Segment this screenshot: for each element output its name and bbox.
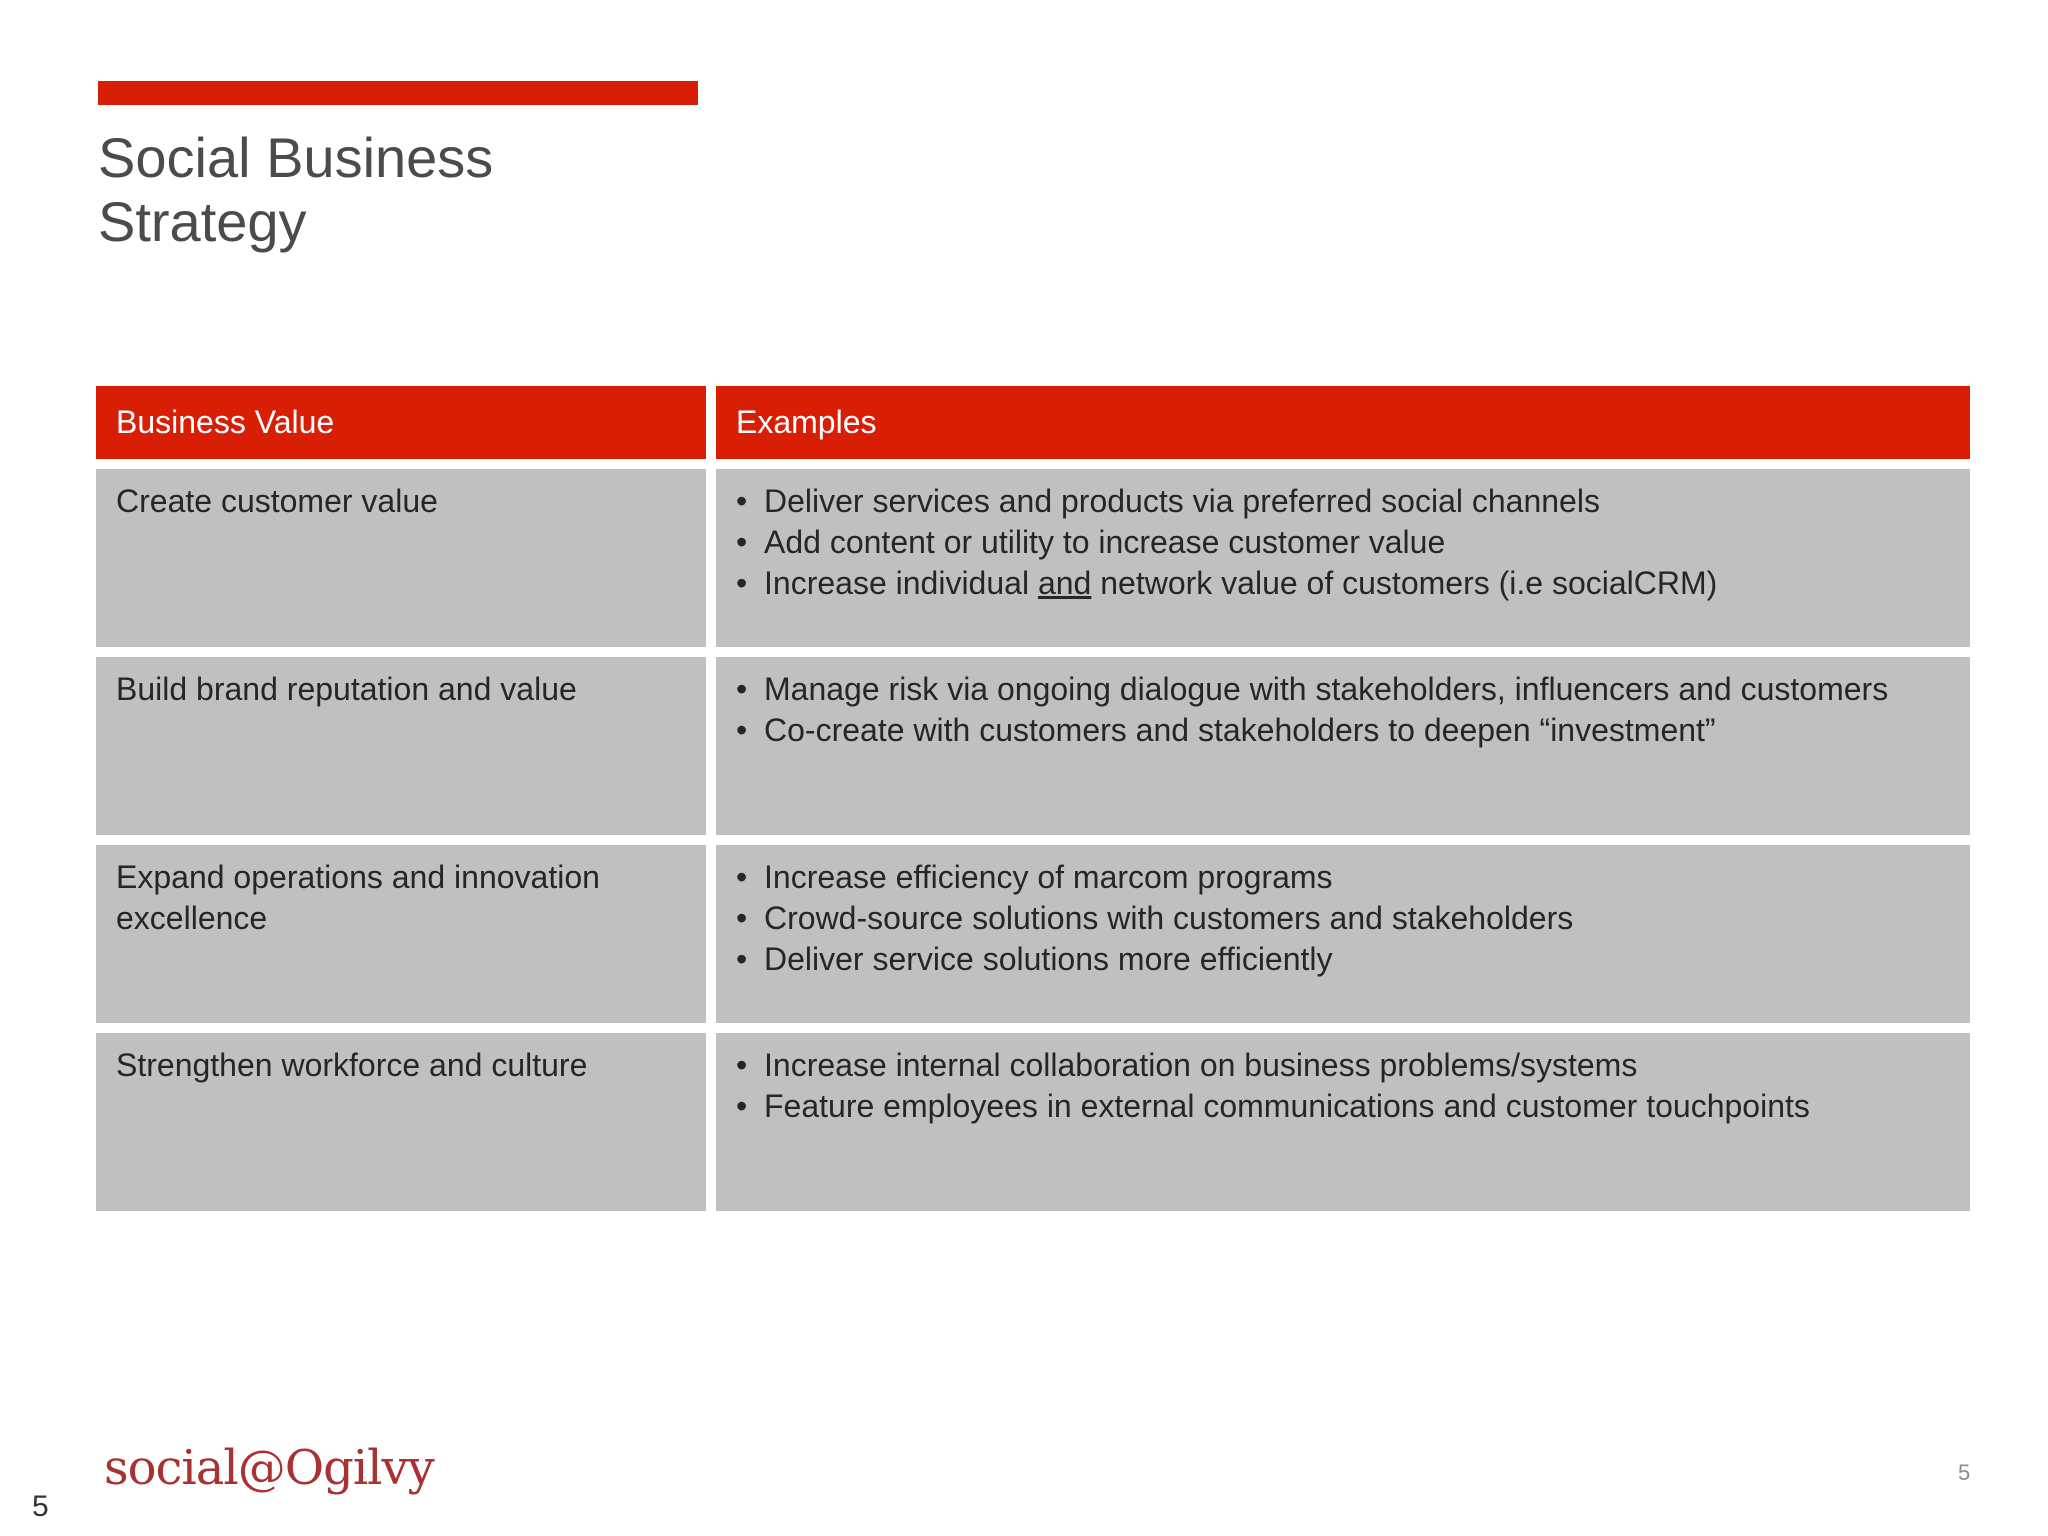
examples-list bbox=[736, 1045, 1950, 1127]
table-header-row bbox=[96, 386, 1970, 459]
page-title-line-2: Strategy bbox=[98, 190, 307, 253]
example-item: • Co-create with customers and stakeholders to deepen “investment” bbox=[736, 710, 1950, 751]
title-accent-bar bbox=[98, 81, 698, 105]
page-title-line-1: Social Business bbox=[98, 126, 494, 189]
social-ogilvy-logo: social@Ogilvy bbox=[104, 1440, 434, 1496]
table-row bbox=[96, 469, 1970, 647]
table-row bbox=[96, 1033, 1970, 1211]
examples-list bbox=[736, 857, 1950, 980]
example-item: • Feature employees in external communications and customer touchpoints bbox=[736, 1086, 1950, 1127]
examples-cell bbox=[716, 845, 1970, 1023]
example-item: • Deliver services and products via preferred social channels bbox=[736, 481, 1950, 522]
examples-cell bbox=[716, 1033, 1970, 1211]
examples-cell bbox=[716, 469, 1970, 647]
examples-list bbox=[736, 669, 1950, 751]
example-text: Increase individual bbox=[764, 565, 1038, 601]
example-item bbox=[736, 563, 1950, 604]
business-value-cell: Create customer value bbox=[96, 469, 706, 647]
header-examples: Examples bbox=[716, 386, 1970, 459]
header-business-value: Business Value bbox=[96, 386, 706, 459]
example-text: network value of customers (i.e socialCRM) bbox=[1091, 565, 1718, 601]
business-value-table bbox=[86, 376, 1980, 1221]
example-item: • Add content or utility to increase customer value bbox=[736, 522, 1950, 563]
example-item: • Increase internal collaboration on business problems/systems bbox=[736, 1045, 1950, 1086]
business-value-cell: Expand operations and innovation excellence bbox=[96, 845, 706, 1023]
page-title bbox=[98, 126, 998, 254]
example-item: • Crowd-source solutions with customers and stakeholders bbox=[736, 898, 1950, 939]
example-item: • Deliver service solutions more efficiently bbox=[736, 939, 1950, 980]
examples-list bbox=[736, 481, 1950, 604]
slide-number-right: 5 bbox=[1958, 1460, 1971, 1485]
slide-number-left: 5 bbox=[32, 1490, 49, 1523]
example-item: • Increase efficiency of marcom programs bbox=[736, 857, 1950, 898]
table-row bbox=[96, 657, 1970, 835]
table-row bbox=[96, 845, 1970, 1023]
business-value-cell: Build brand reputation and value bbox=[96, 657, 706, 835]
business-value-cell: Strengthen workforce and culture bbox=[96, 1033, 706, 1211]
underlined-word: and bbox=[1037, 565, 1092, 601]
examples-cell bbox=[716, 657, 1970, 835]
example-item: • Manage risk via ongoing dialogue with stakeholders, influencers and customers bbox=[736, 669, 1950, 710]
